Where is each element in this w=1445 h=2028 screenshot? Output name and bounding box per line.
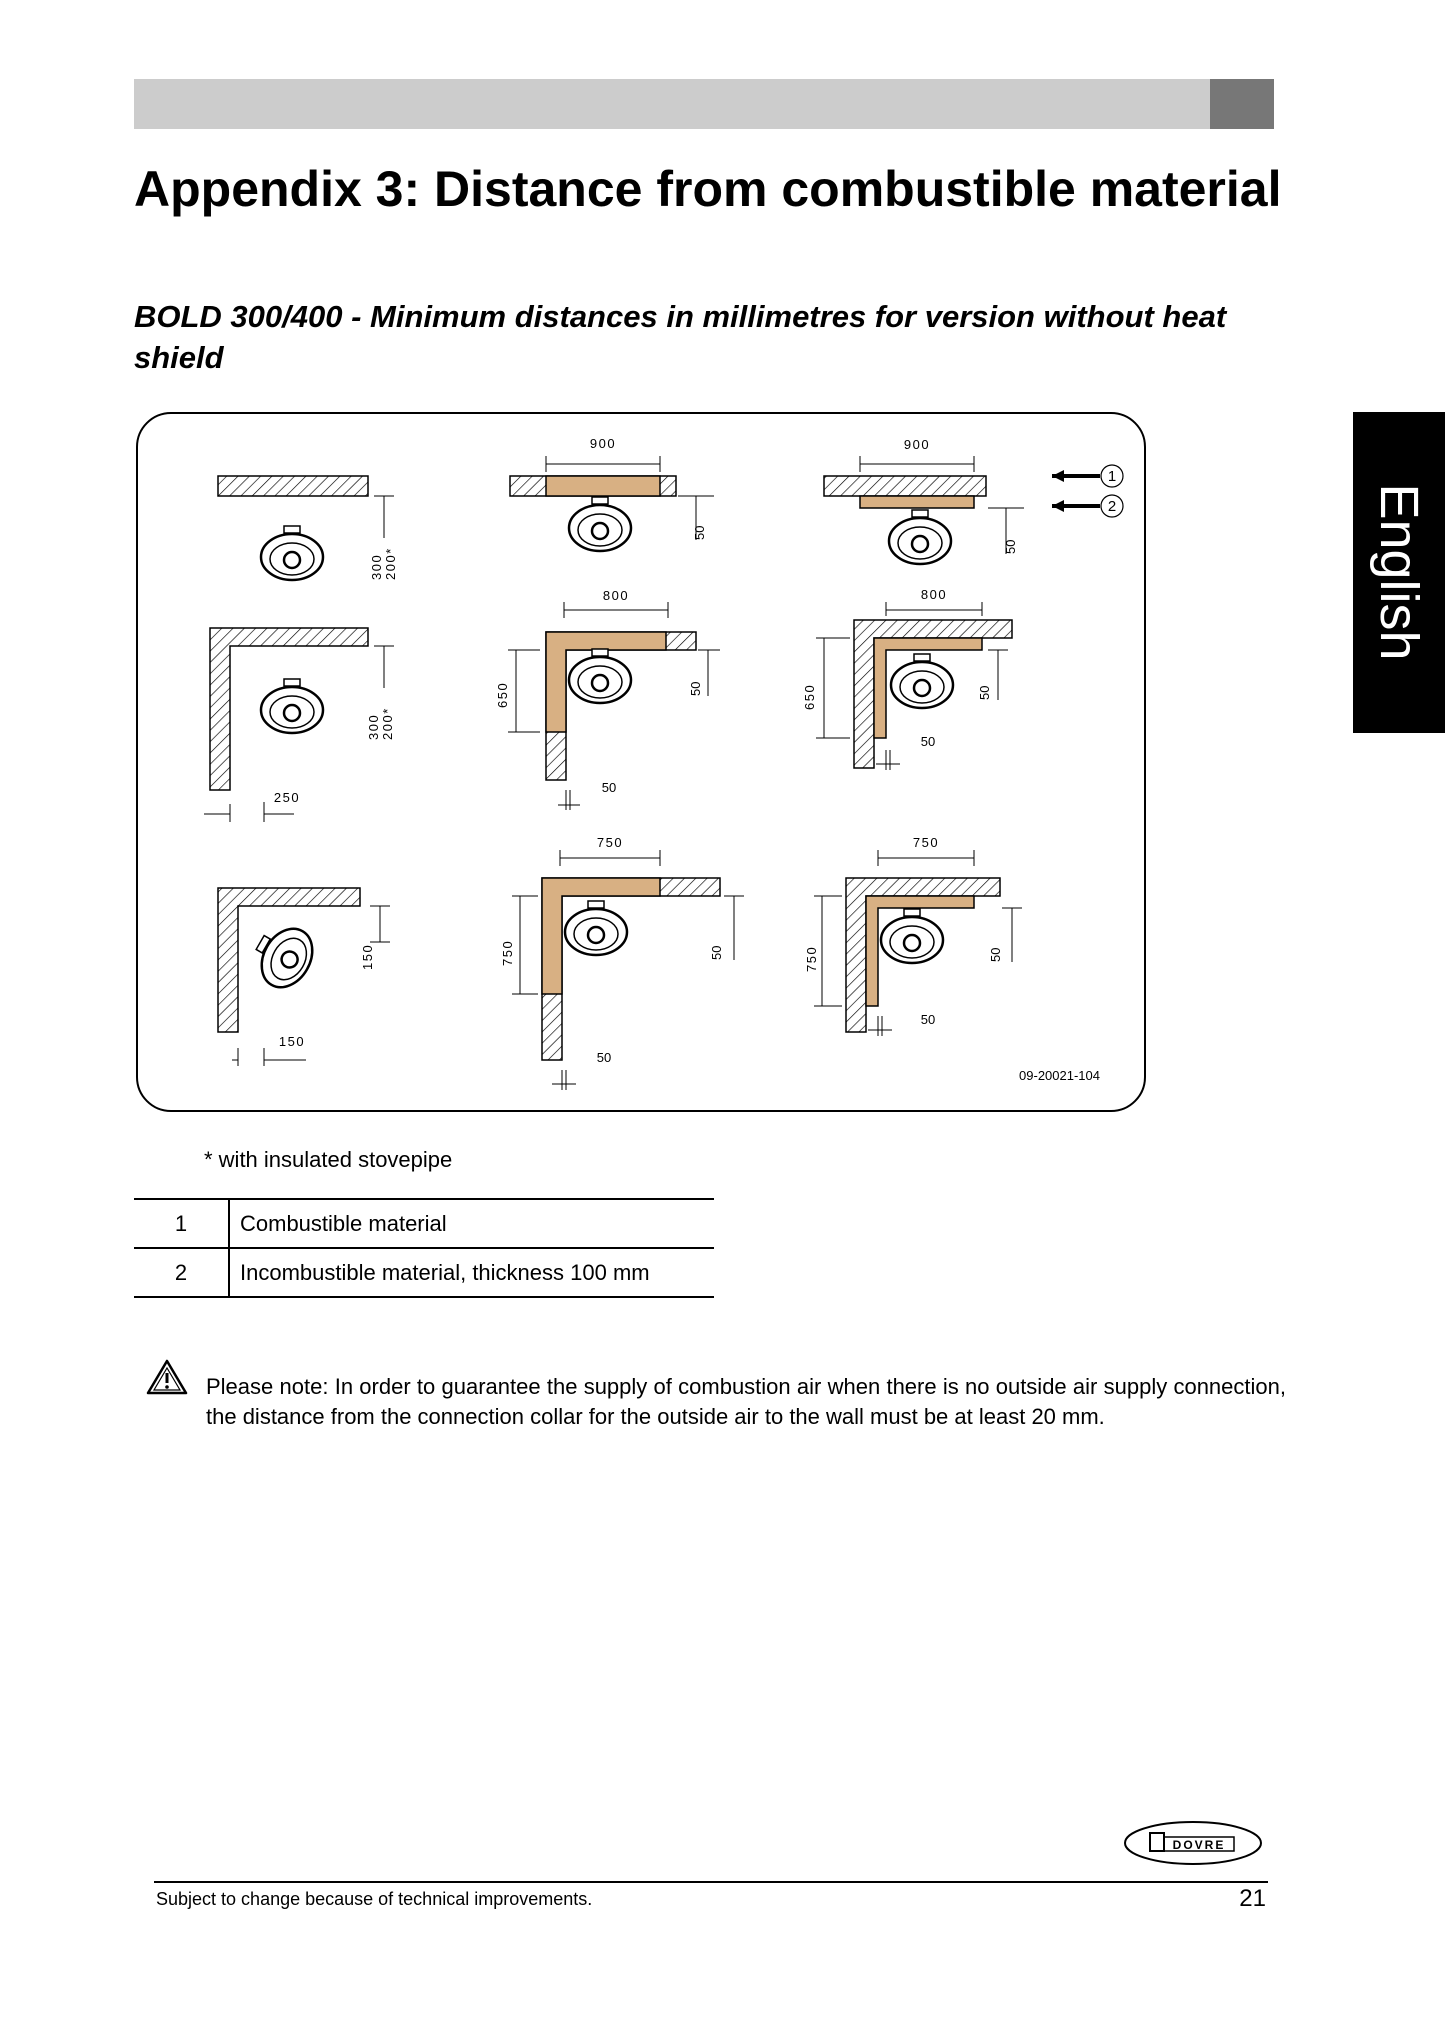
dim-650: 650: [802, 683, 817, 710]
callout-2: 2: [1107, 498, 1117, 515]
header-bar: [134, 79, 1274, 129]
dim-750: 750: [500, 939, 515, 966]
dim-50: 50: [688, 681, 703, 696]
dim-50: 50: [977, 685, 992, 700]
dim-200: 200*: [380, 707, 395, 740]
legend-text: Combustible material: [240, 1210, 447, 1236]
footer-disclaimer: Subject to change because of technical improvements.: [156, 1889, 593, 1909]
diagram-frame: [137, 413, 1145, 1111]
dim-750: 750: [596, 835, 624, 850]
dim-650: 650: [495, 681, 510, 708]
header-bar-accent: [1210, 79, 1274, 129]
dim-50: 50: [1003, 539, 1018, 554]
legend-number: 1: [134, 1199, 229, 1248]
page-number: 21: [1239, 1885, 1266, 1912]
legend-number: 2: [134, 1248, 229, 1297]
language-tab-label: English: [1369, 483, 1429, 661]
dim-250: 250: [273, 790, 301, 805]
dim-150: 150: [360, 943, 375, 970]
dim-800: 800: [920, 587, 948, 602]
dim-300: 300: [369, 553, 384, 580]
dim-50: 50: [988, 947, 1003, 962]
dim-900: 900: [589, 436, 617, 451]
dim-750: 750: [912, 835, 940, 850]
language-tab[interactable]: [1353, 412, 1445, 733]
dim-50: 50: [920, 1012, 936, 1027]
dim-750: 750: [804, 945, 819, 972]
page-title: Appendix 3: Distance from combustible material: [134, 161, 1282, 217]
warning-icon: [146, 1359, 188, 1395]
dim-800: 800: [602, 588, 630, 603]
dim-50: 50: [920, 734, 936, 749]
legend-table: [134, 1198, 714, 1298]
legend-row: [134, 1199, 714, 1248]
safety-note: Please note: In order to guarantee the supply of combustion air when there is no outside air supply connection, the distance from the connection collar for the outside air to the wall must be at least 20 mm.: [206, 1374, 1286, 1429]
legend-row: [134, 1248, 714, 1297]
callout-1: 1: [1107, 468, 1117, 485]
section-subtitle: BOLD 300/400 - Minimum distances in millimetres for version without heat shield: [134, 299, 1227, 375]
drawing-number: 09-20021-104: [1019, 1068, 1100, 1083]
distance-diagram: [134, 410, 1148, 1114]
footer-divider: [154, 1881, 1268, 1883]
dim-200: 200*: [383, 547, 398, 580]
dim-50: 50: [596, 1050, 612, 1065]
dim-50: 50: [692, 525, 707, 540]
footnote: * with insulated stovepipe: [204, 1147, 453, 1172]
dovre-logo: [1122, 1819, 1264, 1867]
dim-150: 150: [278, 1034, 306, 1049]
dim-50: 50: [709, 945, 724, 960]
dim-900: 900: [903, 437, 931, 452]
logo-text: DOVRE: [1172, 1838, 1226, 1852]
dim-300: 300: [366, 713, 381, 740]
dim-50: 50: [601, 780, 617, 795]
legend-text: Incombustible material, thickness 100 mm: [240, 1259, 650, 1285]
